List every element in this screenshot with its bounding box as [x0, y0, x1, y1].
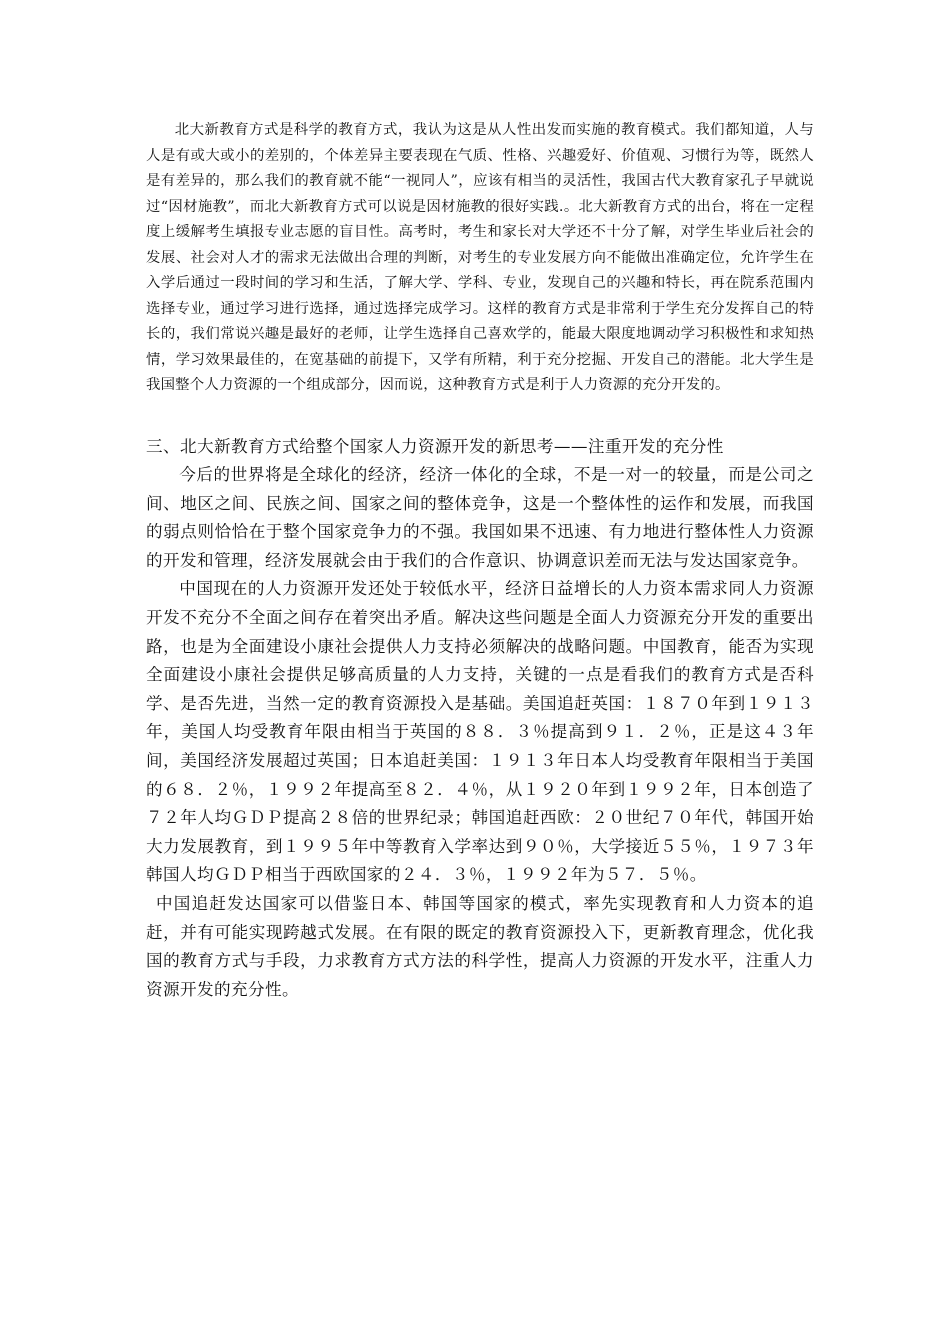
- paragraph-3: 中国现在的人力资源开发还处于较低水平，经济日益增长的人力资本需求同人力资源开发不充分不全面之间存在着突出矛盾。解决这些问题是全面人力资源充分开发的重要出路，也是为全面建设小康社会提供人力支持必须解决的战略问题。中国教育，能否为实现全面建设小康社会提供足够高质量的人力支持，关键的一点是看我们的教育方式是否科学、是否先进，当然一定的教育资源投入是基础。美国追赶英国：１８７０年到１９１３年，美国人均受教育年限由相当于英国的８８．３％提高到９１．２％，正是这４３年间，美国经济发展超过英国；日本追赶美国：１９１３年日本人均受教育年限相当于美国的６８．２％，１９９２年提高至８２．４％，从１９２０年到１９９２年，日本创造了７２年人均ＧＤＰ提高２８倍的世界纪录；韩国追赶西欧：２０世纪７０年代，韩国开始大力发展教育，到１９９５年中等教育入学率达到９０％，大学接近５５％，１９７３年韩国人均ＧＤＰ相当于西欧国家的２４．３％，１９９２年为５７．５％。: [146, 579, 814, 885]
- document-page: [146, 118, 814, 1004]
- paragraph-4: 中国追赶发达国家可以借鉴日本、韩国等国家的模式，率先实现教育和人力资本的追赶，并有可能实现跨越式发展。在有限的既定的教育资源投入下，更新教育理念，优化我国的教育方式与手段，力求教育方式方法的科学性，提高人力资源的开发水平，注重人力资源开发的充分性。: [146, 894, 814, 999]
- paragraph-2: 今后的世界将是全球化的经济，经济一体化的全球，不是一对一的较量，而是公司之间、地区之间、民族之间、国家之间的整体竞争，这是一个整体性的运作和发展，而我国的弱点则恰恰在于整个国家竞争力的不强。我国如果不迅速、有力地进行整体性人力资源的开发和管理，经济发展就会由于我们的合作意识、协调意识差而无法与发达国家竞争。: [146, 465, 814, 570]
- paragraph-1: 北大新教育方式是科学的教育方式，我认为这是从人性出发而实施的教育模式。我们都知道，人与人是有或大或小的差别的，个体差异主要表现在气质、性格、兴趣爱好、价值观、习惯行为等，既然人是有差异的，那么我们的教育就不能“一视同人”，应该有相当的灵活性，我国古代大教育家孔子早就说过“因材施教”，而北大新教育方式可以说是因材施教的很好实践.。北大新教育方式的出台，将在一定程度上缓解考生填报专业志愿的盲目性。高考时，考生和家长对大学还不十分了解，对学生毕业后社会的发展、社会对人才的需求无法做出合理的判断，对考生的专业发展方向不能做出准确定位，允许学生在入学后通过一段时间的学习和生活，了解大学、学科、专业，发现自己的兴趣和特长，再在院系范围内选择专业，通过学习进行选择，通过选择完成学习。这样的教育方式是非常利于学生充分发挥自己的特长的，我们常说兴趣是最好的老师，让学生选择自己喜欢学的，能最大限度地调动学习积极性和求知热情，学习效果最佳的，在宽基础的前提下，又学有所精，利于充分挖掘、开发自己的潜能。北大学生是我国整个人力资源的一个组成部分，因而说，这种教育方式是利于人力资源的充分开发的。: [146, 122, 814, 393]
- section-heading: 三、北大新教育方式给整个国家人力资源开发的新思考——注重开发的充分性: [146, 436, 724, 456]
